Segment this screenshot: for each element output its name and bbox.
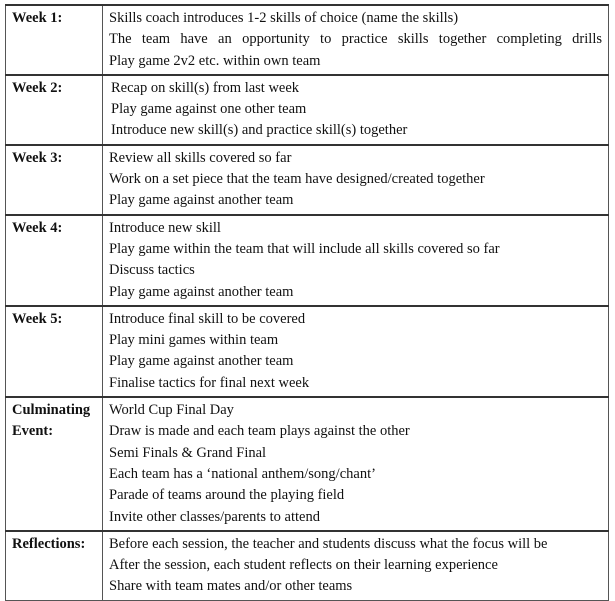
week-5-activities: [103, 306, 609, 397]
table-row-culminating-event: [6, 397, 609, 531]
activity-line: World Cup Final Day: [109, 402, 234, 419]
week-1-activities: [103, 5, 609, 75]
week-2-label: Week 2:: [6, 75, 103, 145]
activity-line: Draw is made and each team plays against the other: [109, 423, 410, 440]
activity-line: Play game against another team: [109, 353, 294, 370]
activity-line: Play game against another team: [109, 192, 294, 209]
activity-line: Play game within the team that will include all skills covered so far: [109, 240, 500, 257]
week-4-activities: [103, 215, 609, 306]
activity-line: Semi Finals & Grand Final: [109, 444, 267, 461]
activity-line: Introduce final skill to be covered: [109, 310, 306, 327]
activity-line: Recap on skill(s) from last week: [111, 79, 300, 96]
activity-line: Skills coach introduces 1-2 skills of choice (name the skills): [109, 10, 459, 26]
label-line: Culminating: [12, 402, 91, 419]
reflections-activities: [103, 531, 609, 600]
activity-line: Work on a set piece that the team have designed/created together: [109, 171, 485, 188]
activity-line: The team have an opportunity to practice skills together completing drills: [109, 31, 602, 48]
activity-line: Play mini games within team: [109, 332, 279, 349]
table-row-week-2: [6, 75, 609, 145]
activity-line: Play game 2v2 etc. within own team: [109, 52, 321, 69]
activity-line: Introduce new skill: [109, 219, 221, 236]
table-row-week-1: [6, 5, 609, 75]
reflections-label: Reflections:: [6, 531, 103, 600]
activity-line: Finalise tactics for final next week: [109, 374, 310, 391]
table-row-week-3: [6, 145, 609, 215]
activity-line: Before each session, the teacher and students discuss what the focus will be: [109, 535, 548, 552]
activity-line: Introduce new skill(s) and practice skill(s) together: [111, 122, 408, 139]
activity-line: Parade of teams around the playing field: [109, 487, 345, 504]
activity-line: Invite other classes/parents to attend: [109, 508, 320, 525]
week-5-label: Week 5:: [6, 306, 103, 397]
activity-line: Discuss tactics: [109, 262, 195, 279]
week-4-label: Week 4:: [6, 215, 103, 306]
week-1-label: Week 1:: [6, 5, 103, 75]
table-row-week-4: [6, 215, 609, 306]
activity-line: Play game against another team: [109, 283, 294, 300]
activity-line: Review all skills covered so far: [109, 149, 292, 166]
activity-line: Share with team mates and/or other teams: [109, 578, 353, 595]
week-3-label: Week 3:: [6, 145, 103, 215]
week-2-activities: [103, 75, 609, 145]
table-row-reflections: [6, 531, 609, 600]
culminating-event-label: [6, 397, 103, 531]
activity-line: After the session, each student reflects on their learning experience: [109, 557, 498, 574]
week-3-activities: [103, 145, 609, 215]
culminating-event-activities: [103, 397, 609, 531]
program-plan-table: [5, 4, 609, 601]
activity-line: Play game against one other team: [111, 101, 307, 118]
label-line: Event:: [12, 423, 54, 440]
activity-line: Each team has a ‘national anthem/song/chant’: [109, 465, 376, 482]
table-row-week-5: [6, 306, 609, 397]
